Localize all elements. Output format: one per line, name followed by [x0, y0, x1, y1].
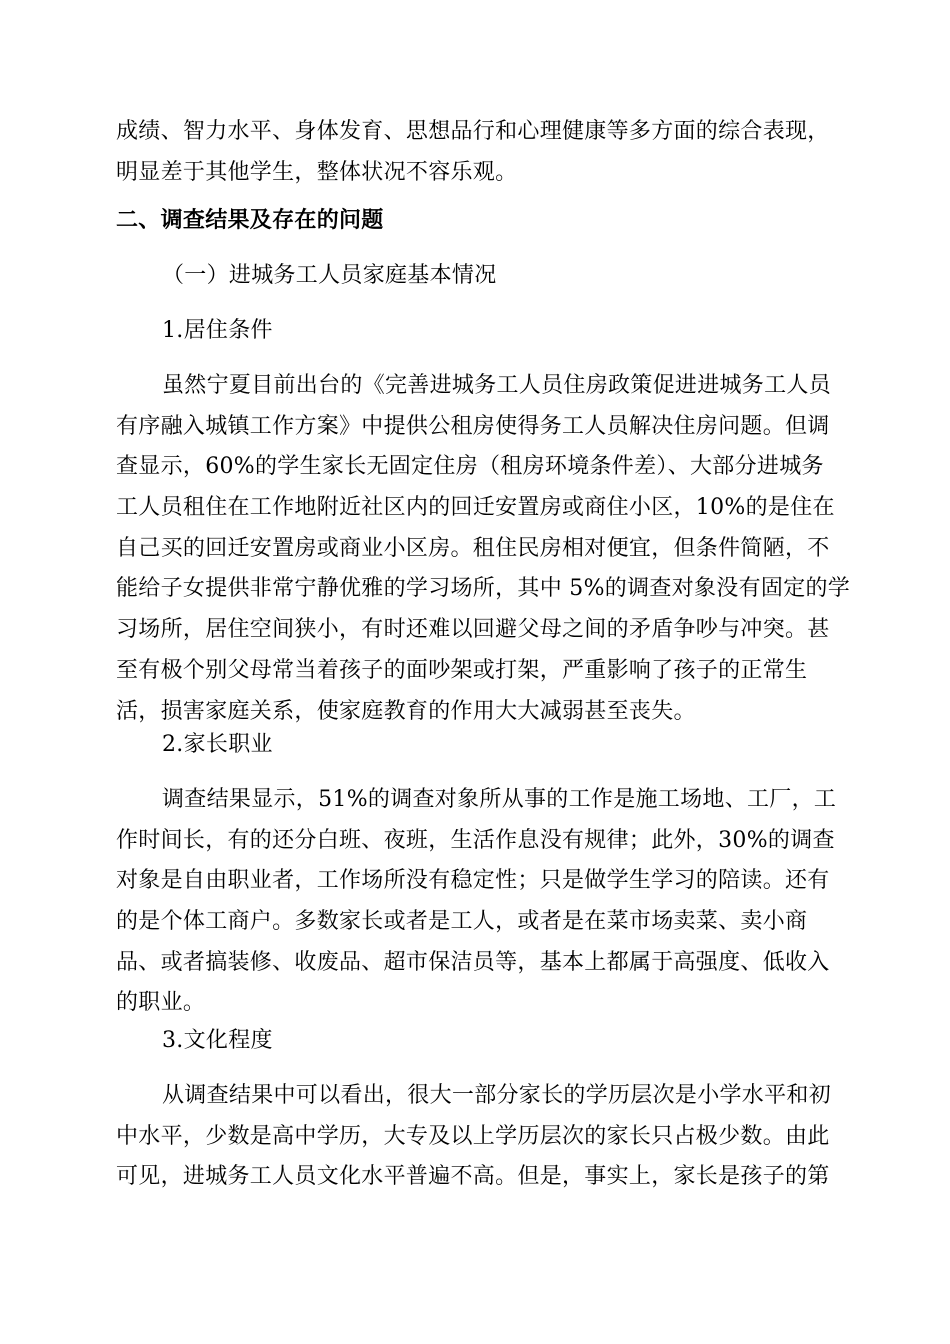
heading-text: 2.家长职业 [162, 732, 273, 757]
text-line: 的是个体工商户。多数家长或者是工人，或者是在菜市场卖菜、卖小商 [116, 909, 808, 935]
item-heading-housing [162, 311, 878, 352]
text-line: 中水平，少数是高中学历，大专及以上学历层次的家长只占极少数。由此 [116, 1123, 830, 1149]
text-line: 作时间长，有的还分白班、夜班，生活作息没有规律；此外，30%的调查 [116, 827, 835, 853]
text-line: 有序融入城镇工作方案》中提供公租房使得务工人员解决住房问题。但调 [116, 413, 830, 439]
text-line: 至有极个别父母常当着孩子的面吵架或打架，严重影响了孩子的正常生 [116, 657, 808, 683]
text-line: 工人员租住在工作地附近社区内的回迁安置房或商住小区，10%的是住在 [116, 495, 835, 521]
text-line: 虽然宁夏目前出台的《完善进城务工人员住房政策促进进城务工人员 [162, 373, 832, 398]
heading-text: （一）进城务工人员家庭基本情况 [162, 263, 497, 288]
text-line: 调查结果显示，51%的调查对象所从事的工作是施工场地、工厂，工 [162, 787, 837, 812]
section-heading [116, 201, 832, 242]
subsection-heading [162, 256, 878, 297]
text-line: 对象是自由职业者，工作场所没有稳定性；只是做学生学习的陪读。还有 [116, 868, 830, 894]
text-line: 成绩、智力水平、身体发育、思想品行和心理健康等多方面的综合表现， [116, 119, 830, 144]
item-heading-education [162, 1021, 878, 1062]
paragraph-occupation [116, 780, 837, 1024]
text-line: 活，损害家庭关系，使家庭教育的作用大大减弱甚至丧失。 [116, 698, 696, 724]
text-line: 可见，进城务工人员文化水平普遍不高。但是，事实上，家长是孩子的第 [116, 1164, 830, 1190]
paragraph-housing [116, 366, 851, 732]
paragraph-education [116, 1076, 832, 1198]
item-heading-occupation [162, 725, 878, 766]
text-line: 品、或者搞装修、收废品、超市保洁员等，基本上都属于高强度、低收入 [116, 949, 830, 975]
text-line: 习场所，居住空间狭小，有时还难以回避父母之间的矛盾争吵与冲突。甚 [116, 617, 830, 643]
text-line: 的职业。 [116, 990, 206, 1016]
text-line: 能给子女提供非常宁静优雅的学习场所，其中 5%的调查对象没有固定的学 [116, 576, 851, 602]
text-line: 从调查结果中可以看出，很大一部分家长的学历层次是小学水平和初 [162, 1083, 832, 1108]
text-line: 明显差于其他学生，整体状况不容乐观。 [116, 159, 518, 185]
text-line: 自己买的回迁安置房或商业小区房。租住民房相对便宜，但条件简陋，不 [116, 535, 830, 561]
heading-text: 3.文化程度 [162, 1028, 273, 1053]
heading-text: 二、调查结果及存在的问题 [116, 208, 384, 233]
heading-text: 1.居住条件 [162, 318, 273, 343]
text-line: 查显示，60%的学生家长无固定住房（租房环境条件差）、大部分进城务 [116, 454, 824, 480]
paragraph-continuation [116, 112, 832, 193]
